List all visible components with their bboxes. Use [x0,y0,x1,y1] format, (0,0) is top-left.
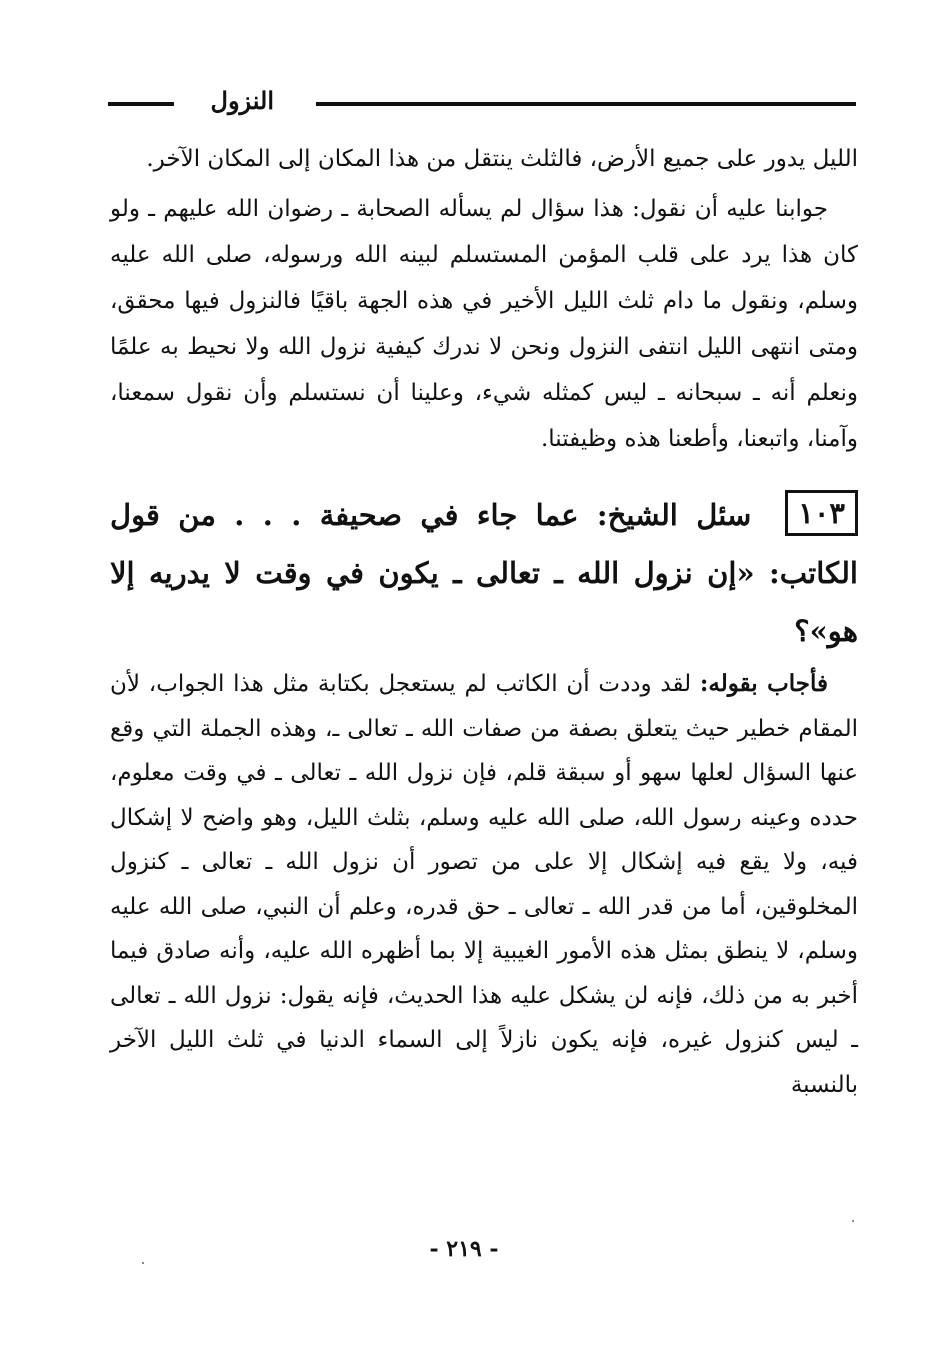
page-content [110,136,858,1107]
question-text: سئل الشيخ: عما جاء في صحيفة . . . من قول الكاتب: «إن نزول الله ـ تعالى ـ يكون في وقت لا يدريه إلا هو»؟ [110,498,858,648]
question-number-box: ١٠٣ [785,490,858,536]
question-block [110,486,858,660]
paragraph-continuation: الليل يدور على جميع الأرض، فالثلث ينتقل من هذا المكان إلى المكان الآخر. [146,146,858,172]
header-rule-left [108,102,174,106]
answer-text: لقد وددت أن الكاتب لم يستعجل بكتابة مثل هذا الجواب، لأن المقام خطير حيث يتعلق بصفة من صفات الله ـ تعالى ـ، وهذه الجملة التي وقع عنها السؤال لعلها سهو أو سبقة قلم، فإن نزول الله ـ تعالى ـ في وقت معلوم، حدده وعينه رسول الله، صلى الله عليه وسلم، بثلث الليل، وهو واضح لا إشكال فيه، ولا يقع فيه إشكال إلا على من تصور أن نزول الله ـ تعالى ـ كنزول المخلوقين، أما من قدر الله ـ تعالى ـ حق قدره، وعلم أن النبي، صلى الله عليه وسلم، لا ينطق بمثل هذه الأمور الغيبية إلا بما أظهره الله عليه، وأنه صادق فيما أخبر به من ذلك، فإنه لن يشكل عليه هذا الحديث، فإنه يقول: نزول الله ـ تعالى ـ ليس كنزول غيره، فإنه يكون نازلاً إلى السماء الدنيا في ثلث الليل الآخر بالنسبة [110,671,858,1098]
header-title: النزول [210,86,274,115]
scan-speck [852,1220,854,1222]
scan-speck [142,1262,144,1264]
paragraph-answer-previous: جوابنا عليه أن نقول: هذا سؤال لم يسأله الصحابة ـ رضوان الله عليهم ـ ولو كان هذا يرد على قلب المؤمن المستسلم لبينه الله ورسوله، صلى الله عليه وسلم، ونقول ما دام ثلث الليل الأخير في هذه الجهة باقيًا فالنزول فيها محقق، ومتى انتهى الليل انتفى النزول ونحن لا ندرك كيفية نزول الله ولا نحيط به علمًا ونعلم أنه ـ سبحانه ـ ليس كمثله شيء، وعلينا أن نستسلم وأن نقول سمعنا، وآمنا، واتبعنا، وأطعنا هذه وظيفتنا. [110,196,858,452]
answer-block [110,662,858,1107]
page-number: - ٢١٩ - [429,1236,499,1262]
running-header [108,84,856,120]
answer-lead: فأجاب بقوله: [699,670,828,697]
header-rule-right [316,102,856,106]
